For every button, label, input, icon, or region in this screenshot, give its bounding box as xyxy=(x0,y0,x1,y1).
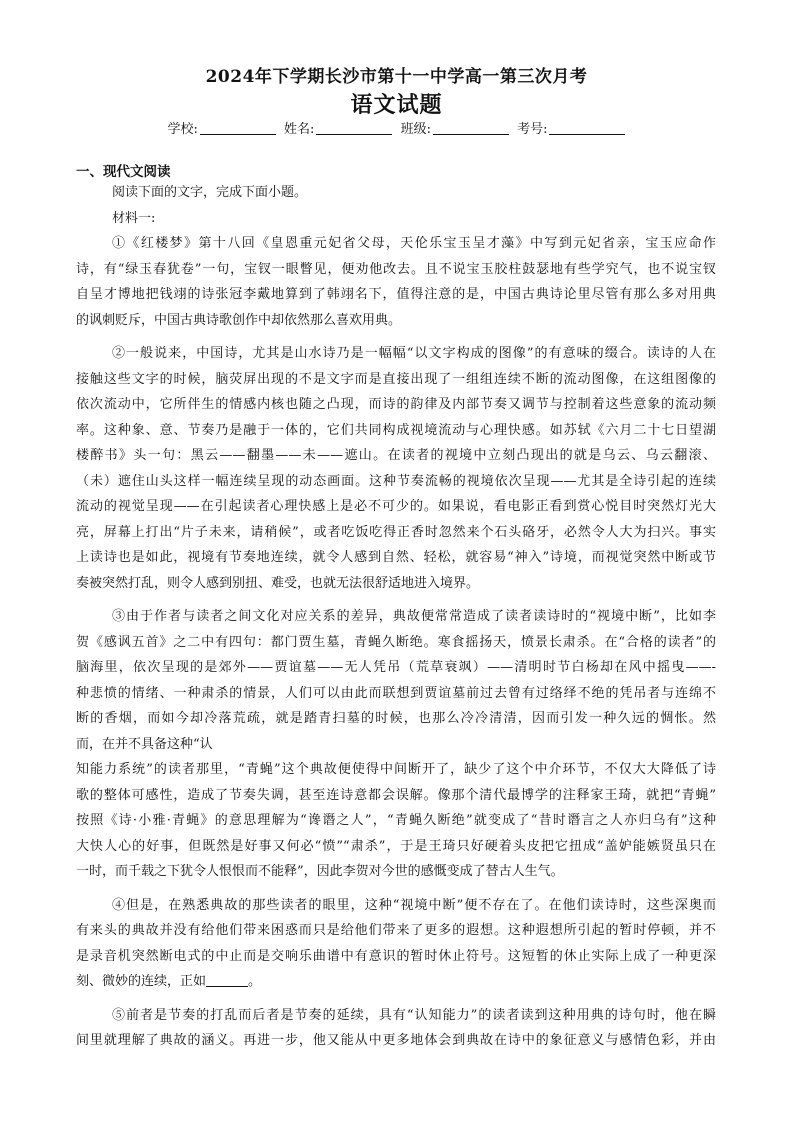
paragraph-line: 间里就理解了典故的涵义。再进一步，他又能从中更多地体会到典故在诗中的象征意义与感情色彩，并由 xyxy=(76,1033,716,1048)
paragraph-line: 流动的视觉呈现——在引起读者心理快感上是必不可少的。如果说，看电影正看到赏心悦目时突然灯光大 xyxy=(76,499,716,514)
exam-number-field xyxy=(517,118,625,137)
paragraph-line: 自呈才博地把钱翊的诗张冠李戴地算到了韩翊名下，值得注意的是，中国古典诗论里尽管有那么多对用典 xyxy=(76,287,716,302)
exam-title: 2024年下学期长沙市第十一中学高一第三次月考 xyxy=(205,67,588,87)
paragraph-line: 知能力系统”的读者那里，“青蝇”这个典故便使得中间断开了，缺少了这个中介环节，不仅大大降低了诗 xyxy=(76,762,716,777)
name-field xyxy=(284,118,392,137)
paragraph-line: 按照《诗·小雅·青蝇》的意思理解为“谗谮之人”，“青蝇久断绝”就变成了“昔时谮言之人亦归乌有”这种 xyxy=(76,813,716,828)
section-heading: 一、现代文阅读 xyxy=(76,164,171,180)
paragraph-line: ①《红楼梦》第十八回《皇恩重元妃省父母，天伦乐宝玉呈才藻》中写到元妃省亲，宝玉应命作 xyxy=(112,236,716,251)
paragraph-line: 大快人心的好事，但既然是好事又何必“愤”“肃杀”，于是王琦只好硬着头皮把它扭成“盖妒能嫉贤虽只在 xyxy=(76,838,716,854)
paragraph-line: （未）遮住山头这样一幅连续呈现的动态画面。这种节奏流畅的视境依次呈现——尤其是全诗引起的连续 xyxy=(76,473,716,489)
school-label: 学校: xyxy=(167,122,198,137)
answer-blank xyxy=(206,974,248,987)
paragraph-line: 脑海里，依次呈现的是郊外——贾谊墓——无人凭吊（荒草衰飒）——清明时节白杨却在风中摇曳——- xyxy=(76,660,716,675)
paragraph-4 xyxy=(76,893,716,995)
instruction-text: 阅读下面的文字，完成下面小题。 xyxy=(112,185,308,200)
paragraph-text: 刻、微妙的连续，正如 xyxy=(76,974,207,989)
paragraph-1 xyxy=(76,231,716,333)
paragraph-line: 率。这种象、意、节奏乃是融于一体的，它们共同构成视境流动与心理快感。如苏轼《六月二十七日望湖 xyxy=(76,422,716,438)
student-info-line xyxy=(0,118,793,137)
name-blank xyxy=(316,122,392,135)
paragraph-line: ⑤前者是节奏的打乱而后者是节奏的延续，具有“认知能力”的读者读到这种用典的诗句时，他在瞬 xyxy=(112,1007,716,1023)
paragraph-line: 的讽刺贬斥，中国古典诗歌创作中却依然那么喜欢用典。 xyxy=(76,312,402,328)
paragraph-line: 楼醉书》头一句：黑云——翻墨——未——遮山。在读者的视境中立刻凸现出的就是乌云、乌云翻滚、 xyxy=(76,448,716,463)
paragraph-line-with-blank xyxy=(76,969,716,995)
paragraph-line: 奏被突然打乱，则令人感到别扭、难受，也就无法很舒适地进入境界。 xyxy=(76,575,480,591)
paragraph-line: 贺《感讽五首》之二中有四句：都门贾生墓，青蝇久断绝。寒食摇扬天，愤景长肃杀。在“合格的读者”的 xyxy=(76,634,716,650)
exam-number-label: 考号: xyxy=(517,122,548,137)
paragraph-line: 有来头的典故并没有给他们带来困惑而只是给他们带来了更多的遐想。这种遐想所引起的暂时停顿，并不 xyxy=(76,923,716,938)
paragraph-line: 诗，有“绿玉春犹卷”一句，宝钗一眼瞥见，便劝他改去。且不说宝玉胶柱鼓瑟地有些学究气，也不说宝钗 xyxy=(76,261,716,277)
class-field xyxy=(401,118,509,137)
class-label: 班级: xyxy=(400,122,431,137)
paragraph-line: ④但是，在熟悉典故的那些读者的眼里，这种“视境中断”便不存在了。在他们读诗时，这些深奥而 xyxy=(112,897,716,913)
exam-number-blank xyxy=(549,122,625,135)
paragraph-2 xyxy=(76,341,716,596)
exam-subject-title: 语文试题 xyxy=(350,92,443,118)
paragraph-line: ②一般说来，中国诗，尤其是山水诗乃是一幅幅“以文字构成的图像”的有意味的缀合。读诗的人在 xyxy=(112,346,716,361)
school-blank xyxy=(200,122,276,135)
paragraph-5 xyxy=(76,1003,716,1054)
material-label: 材料一: xyxy=(112,210,156,226)
paragraph-line: 一时，而千载之下犹令人恨恨而不能释”，因此李贺对今世的感慨变成了替古人生气。 xyxy=(76,864,564,879)
paragraph-line: 种悲愤的情绪、一种肃杀的情景，人们可以由此而联想到贾谊墓前过去曾有过络绎不绝的凭吊者与连绵不 xyxy=(76,685,716,701)
reading-passage xyxy=(76,180,716,1054)
school-field xyxy=(168,118,276,137)
paragraph-line: 断的香烟，而如今却冷落荒疏，就是踏青扫墓的时候，也那么冷冷清清，因而引发一种久远的惆怅。然 xyxy=(76,711,716,726)
paragraph-line: 依次流动中，它所伴生的情感内核也随之凸现，而诗的韵律及内部节奏又调节与控制着这些意象的流动频 xyxy=(76,397,716,412)
paragraph-line: 是录音机突然断电式的中止而是交响乐曲谱中有意识的暂时休止符号。这短暂的休止实际上成了一种更深 xyxy=(76,948,716,964)
paragraph-text-end: 。 xyxy=(248,974,262,989)
paragraph-3 xyxy=(76,604,716,885)
paragraph-line: 接触这些文字的时候，脑荧屏出现的不是文字而是直接出现了一组组连续不断的流动图像，在这组图像的 xyxy=(76,371,716,387)
paragraph-line: ③由于作者与读者之间文化对应关系的差异，典故便常常造成了读者读诗时的“视境中断”，比如李 xyxy=(112,609,716,624)
paragraph-line: 而，在并不具备这种“认 xyxy=(76,736,213,752)
paragraph-line: 亮，屏幕上打出“片子未来，请稍候”，或者吃饭吃得正香时忽然来个石头硌牙，必然令人大为扫兴。事实 xyxy=(76,524,716,540)
name-label: 姓名: xyxy=(284,122,315,137)
paragraph-line: 上读诗也是如此，视境有节奏地连续，就令人感到自然、轻松，就容易“神入”诗境，而视觉突然中断或节 xyxy=(76,550,716,565)
class-blank xyxy=(433,122,509,135)
paragraph-line: 歌的整体可感性，造成了节奏失调，甚至连诗意都会误解。像那个清代最博学的注释家王琦，就把“青蝇” xyxy=(76,787,716,803)
